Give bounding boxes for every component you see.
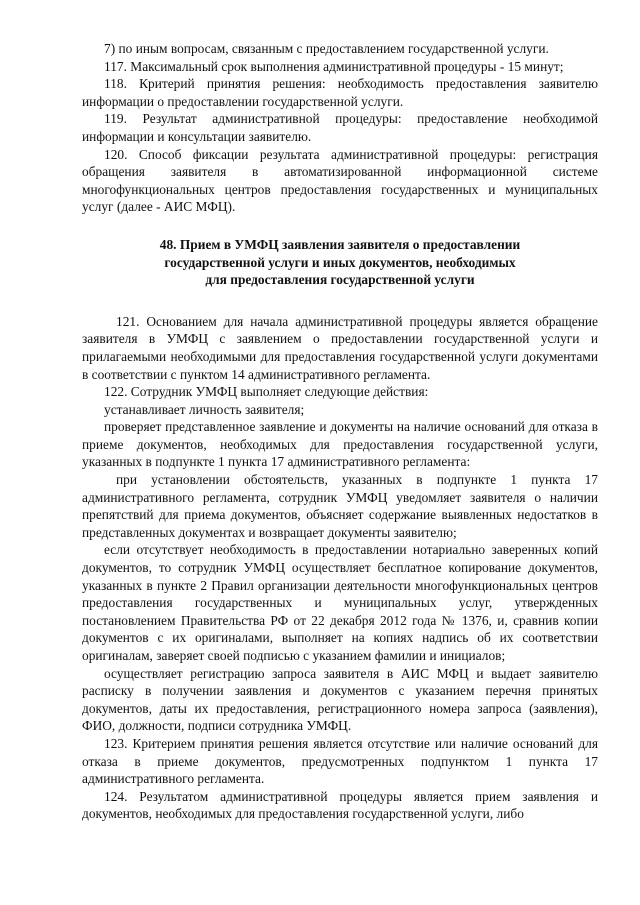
heading-line-2: государственной услуги и иных документов, необходимых — [164, 254, 516, 270]
paragraph-122-copying: если отсутствует необходимость в предоставлении нотариально заверенных копий документов, то сотрудник УМФЦ осуществляет бесплатное копирование документов, указанных в пункте 2 Правил организации деятельности многофункциональных центров предоставления государственных и муниципальных услуг, утвержденных постановлением Правительства РФ от 22 декабря 2012 года № 1376, и, сравнив копии документов с их оригиналами, выполняет на копиях надпись об их соответствии оригиналам, заверяет своей подписью с указанием фамилии и инициалов; — [82, 542, 598, 663]
paragraph-124: 124. Результатом административной процедуры является прием заявления и документов, необходимых для предоставления государственной услуги, либо — [82, 788, 598, 822]
section-heading-48 — [82, 236, 598, 289]
heading-line-3: для предоставления государственной услуги — [205, 272, 475, 288]
paragraph-122: 122. Сотрудник УМФЦ выполняет следующие действия: — [104, 384, 429, 400]
paragraph-117: 117. Максимальный срок выполнения административной процедуры - 15 минут; — [104, 58, 564, 74]
paragraph-119: 119. Результат административной процедуры: предоставление необходимой информации и консультации заявителю. — [82, 111, 598, 144]
paragraph-121: 121. Основанием для начала административной процедуры является обращение заявителя в УМФЦ с заявлением о предоставлении государственной услуги и прилагаемыми необходимыми для предоставления государственной услуги документами в соответствии с пунктом 14 административного регламента. — [82, 313, 598, 382]
paragraph-123: 123. Критерием принятия решения является отсутствие или наличие оснований для отказа в приеме документов, предусмотренных подпунктом 1 пункта 17 административного регламента. — [82, 735, 598, 787]
paragraph-122-circumstances: при установлении обстоятельств, указанных в подпункте 1 пункта 17 административного регламента, сотрудник УМФЦ уведомляет заявителя о наличии препятствий для приема документов, объясняет содержание выявленных недостатков в представленных документах и возвращает документы заявителю; — [82, 472, 598, 540]
paragraph-122-registration: осуществляет регистрацию запроса заявителя в АИС МФЦ и выдает заявителю расписку в получении заявления и документов с указанием перечня принятых документов, даты их предоставления, регистрационного номера запроса (заявления), ФИО, должности, подписи сотрудника УМФЦ. — [82, 665, 598, 734]
paragraph-item-7: 7) по иным вопросам, связанным с предоставлением государственной услуги. — [104, 41, 549, 56]
paragraph-120: 120. Способ фиксации результата административной процедуры: регистрация обращения заявителя в автоматизированной информационной системе многофункциональных центров предоставления государственных и муниципальных услуг (далее - АИС МФЦ). — [82, 146, 598, 215]
paragraph-122-check: проверяет представленное заявление и документы на наличие оснований для отказа в приеме документов, необходимых для предоставления государственной услуги, указанных в подпункте 1 пункта 17 административного регламента: — [82, 419, 598, 470]
heading-line-1: 48. Прием в УМФЦ заявления заявителя о предоставлении — [159, 236, 521, 252]
paragraph-122-identity: устанавливает личность заявителя; — [104, 401, 305, 417]
document-page — [82, 40, 598, 823]
paragraph-118: 118. Критерий принятия решения: необходимость предоставления заявителю информации о предоставлении государственной услуги. — [82, 76, 598, 109]
